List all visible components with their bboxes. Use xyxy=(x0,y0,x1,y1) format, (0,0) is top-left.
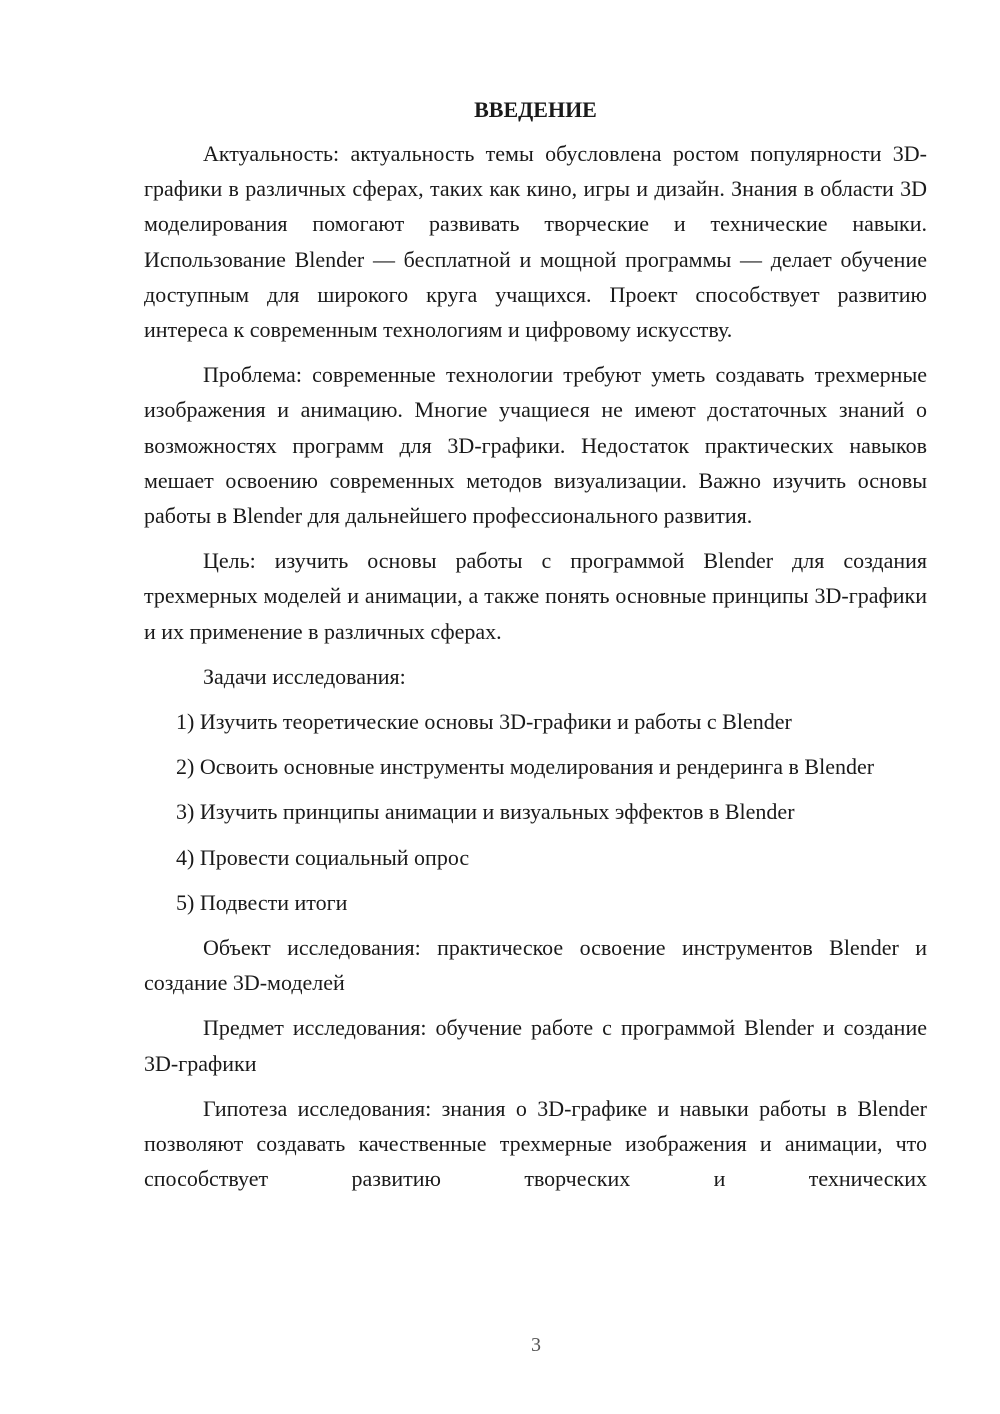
task-item: 2) Освоить основные инструменты моделирования и рендеринга в Blender xyxy=(176,754,875,780)
task-item: 3) Изучить принципы анимации и визуальных эффектов в Blender xyxy=(176,799,795,825)
paragraph-goal: Цель: изучить основы работы с программой Blender для создания трехмерных моделей и анимации, а также понять основные принципы 3D-графики и их применение в различных сферах. xyxy=(144,548,927,644)
task-item: 1) Изучить теоретические основы 3D-графики и работы с Blender xyxy=(176,709,792,735)
paragraph-problem: Проблема: современные технологии требуют уметь создавать трехмерные изображения и анимацию. Многие учащиеся не имеют достаточных знаний о возможностях программ для 3D-графики. Недостаток практических навыков мешает освоению современных методов визуализации. Важно изучить основы работы в Blender для дальнейшего профессионального развития. xyxy=(144,362,927,529)
paragraph-subject: Предмет исследования: обучение работе с программой Blender и создание 3D-графики xyxy=(144,1015,927,1076)
paragraph-relevance: Актуальность: актуальность темы обусловлена ростом популярности 3D-графики в различных сферах, таких как кино, игры и дизайн. Знания в области 3D моделирования помогают развивать творческие и технические навыки. Использование Blender — бесплатной и мощной программы — делает обучение доступным для широкого круга учащихся. Проект способствует развитию интереса к современным технологиям и цифровому искусству. xyxy=(144,141,927,343)
page-title: ВВЕДЕНИЕ xyxy=(474,97,597,122)
paragraph-hypothesis: Гипотеза исследования: знания о 3D-графике и навыки работы в Blender позволяют создавать качественные трехмерные изображения и анимации, что способствует развитию творческих и технических xyxy=(144,1095,927,1192)
tasks-heading: Задачи исследования: xyxy=(203,663,406,689)
page-number: 3 xyxy=(531,1334,541,1356)
task-item: 5) Подвести итоги xyxy=(176,889,348,915)
page-content xyxy=(144,94,927,1206)
paragraph-object: Объект исследования: практическое освоение инструментов Blender и создание 3D-моделей xyxy=(144,935,927,996)
task-item: 4) Провести социальный опрос xyxy=(176,844,470,870)
